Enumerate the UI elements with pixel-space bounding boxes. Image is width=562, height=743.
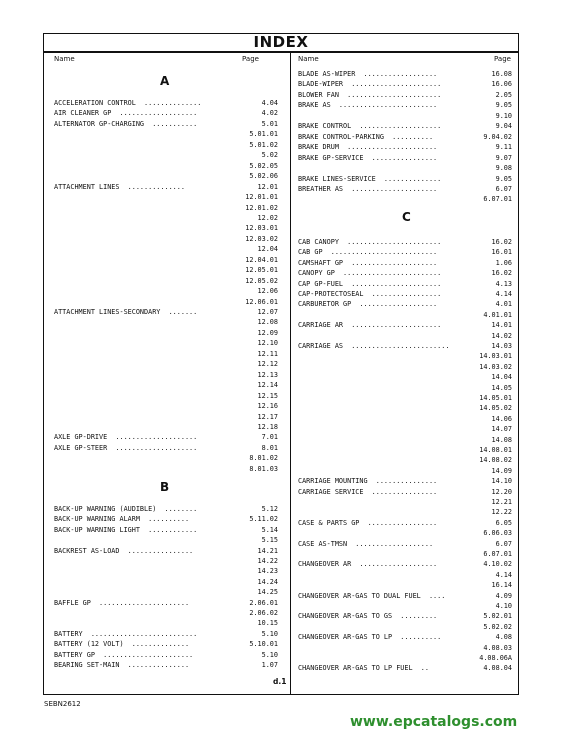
entry-name: BRAKE AS ........................ — [298, 101, 438, 110]
entry-name: CAB GP .......................... — [298, 248, 438, 257]
entry-name: ATTACHMENT LINES-SECONDARY ....... — [54, 308, 198, 316]
entry-page: 6.07.01 — [483, 195, 512, 204]
entry-page: 14.06 — [491, 414, 512, 423]
index-entry — [54, 412, 278, 422]
entry-page: 4.08.03 — [483, 643, 512, 652]
entry-page: 16.02 — [491, 238, 512, 246]
entry-name: BRAKE GP-SERVICE ................ — [298, 153, 438, 162]
entry-name: BACK-UP WARNING (AUDIBLE) ........ — [54, 505, 198, 513]
index-entry — [298, 69, 512, 79]
index-entry — [298, 351, 512, 361]
entry-page: 9.11 — [495, 143, 512, 152]
entry-page: 14.07 — [491, 425, 512, 434]
entry-page: 5.11.02 — [249, 515, 278, 524]
index-entry — [298, 487, 512, 497]
index-entry — [54, 349, 278, 359]
entry-page: 14.01 — [491, 321, 512, 330]
entry-page: 12.06.01 — [245, 297, 278, 306]
entry-name: CAMSHAFT GP ..................... — [298, 258, 438, 267]
entry-name: BREATHER AS ..................... — [298, 184, 438, 193]
left-name-header: Name — [54, 55, 75, 63]
index-entry — [54, 432, 278, 442]
right-page-header: Page — [494, 55, 511, 63]
entry-page: 12.03.01 — [245, 224, 278, 233]
index-entry — [54, 182, 278, 192]
entry-page: 9.05 — [495, 174, 512, 183]
index-entry — [54, 192, 278, 202]
entry-name: CAB CANOPY ....................... — [298, 238, 442, 246]
entry-page: 2.06.01 — [249, 598, 278, 607]
index-entry — [298, 601, 512, 611]
entry-page: 14.25 — [257, 588, 278, 597]
entry-page: 16.01 — [491, 248, 512, 257]
index-entry — [298, 100, 512, 110]
index-entry — [54, 443, 278, 453]
entry-name: AIR CLEANER GP ................... — [54, 109, 198, 118]
entry-name: CANOPY GP ........................ — [298, 269, 442, 278]
entry-page: 14.09 — [491, 466, 512, 475]
index-entry — [298, 591, 512, 601]
entry-page: 5.01.01 — [249, 130, 278, 139]
index-entry — [298, 518, 512, 528]
index-entry — [298, 622, 512, 632]
index-entry — [54, 307, 278, 317]
entry-name: BACK-UP WARNING LIGHT ............ — [54, 525, 198, 534]
index-entry — [298, 611, 512, 621]
index-entry — [54, 380, 278, 390]
entry-name: BRAKE CONTROL .................... — [298, 122, 442, 131]
entry-page: 8.01.03 — [249, 464, 278, 473]
entry-page: 5.10.01 — [249, 640, 278, 649]
entry-name: BACKREST AS-LOAD ................ — [54, 546, 194, 555]
entry-page: 12.01 — [257, 182, 278, 191]
entry-page: 16.06 — [491, 80, 512, 89]
index-entry — [298, 299, 512, 309]
index-entry — [54, 359, 278, 369]
index-entry — [54, 108, 278, 118]
entry-page: 12.13 — [257, 370, 278, 379]
entry-name: CARRIAGE SERVICE ................ — [298, 487, 438, 496]
index-entry — [298, 194, 512, 204]
index-entry — [298, 184, 512, 194]
entry-page: 6.06.03 — [483, 529, 512, 538]
index-entry — [298, 153, 512, 163]
entry-name: BLADE-WIPER ...................... — [298, 80, 442, 89]
entry-name: ALTERNATOR GP-CHARGING ........... — [54, 119, 198, 128]
index-entry — [54, 286, 278, 296]
entry-page: 14.02 — [491, 331, 512, 340]
entry-page: 2.05 — [495, 90, 512, 99]
entry-page: 6.07.01 — [483, 550, 512, 558]
entry-page: 16.14 — [491, 581, 512, 590]
column-divider — [290, 53, 291, 694]
index-entry — [298, 362, 512, 372]
entry-page: 4.08 — [495, 633, 512, 642]
entry-page: 9.05 — [495, 101, 512, 110]
entry-page: 9.08 — [495, 164, 512, 173]
index-entry — [54, 265, 278, 275]
index-entry — [54, 328, 278, 338]
index-entry — [298, 653, 512, 663]
entry-name: BATTERY .......................... — [54, 629, 198, 638]
index-entry — [54, 556, 278, 566]
index-entry — [54, 660, 278, 670]
entry-page: 5.10 — [261, 650, 278, 659]
watermark: www.epcatalogs.com — [350, 714, 518, 730]
entry-page: 12.21 — [491, 498, 512, 506]
entry-page: 4.14 — [495, 290, 512, 298]
entry-page: 4.14 — [495, 570, 512, 579]
entry-page: 16.08 — [491, 70, 512, 78]
entry-name: BRAKE LINES-SERVICE .............. — [298, 174, 442, 183]
index-entry — [54, 608, 278, 618]
entry-page: 14.23 — [257, 567, 278, 576]
entry-page: 14.05.01 — [479, 394, 512, 402]
index-entry — [298, 279, 512, 289]
entry-name: CHANGEOVER AR ................... — [298, 560, 438, 569]
entry-page: 5.10 — [261, 629, 278, 638]
entry-page: 12.08 — [257, 318, 278, 327]
index-entry — [298, 341, 512, 351]
index-entry — [298, 445, 512, 455]
entry-page: 12.17 — [257, 412, 278, 421]
entry-name: BAFFLE GP ...................... — [54, 598, 190, 607]
index-entry — [298, 528, 512, 538]
entry-page: 12.09 — [257, 328, 278, 337]
index-entry — [54, 504, 278, 514]
entry-name: BLADE AS-WIPER .................. — [298, 70, 438, 78]
entry-page: 5.12 — [261, 505, 278, 513]
entry-page: 14.03.02 — [479, 362, 512, 371]
entry-name: BRAKE DRUM ...................... — [298, 143, 438, 152]
entry-page: 14.04 — [491, 373, 512, 382]
index-entry — [54, 213, 278, 223]
index-entry — [298, 258, 512, 268]
entry-page: 10.15 — [257, 619, 278, 628]
index-entry — [298, 132, 512, 142]
entry-page: 14.05.02 — [479, 404, 512, 413]
index-entry — [298, 435, 512, 445]
index-entry — [54, 129, 278, 139]
index-entry — [298, 142, 512, 152]
entry-page: 16.02 — [491, 269, 512, 278]
entry-page: 4.08.06A — [479, 654, 512, 662]
entry-page: 4.01 — [495, 300, 512, 309]
index-entry — [298, 121, 512, 131]
entry-page: 12.12 — [257, 360, 278, 369]
entry-page: 4.08.04 — [483, 664, 512, 673]
entry-page: 5.01 — [261, 119, 278, 128]
index-entry — [298, 174, 512, 184]
entry-page: 12.02 — [257, 213, 278, 222]
entry-name: BATTERY GP ...................... — [54, 650, 194, 659]
index-entry — [298, 393, 512, 403]
index-entry — [298, 549, 512, 559]
section-letter-a: A — [160, 74, 170, 88]
index-entry — [54, 234, 278, 244]
entry-page: 12.20 — [491, 487, 512, 496]
index-entry — [54, 171, 278, 181]
entry-name: AXLE GP-DRIVE .................... — [54, 433, 198, 442]
entry-name: AXLE GP-STEER .................... — [54, 443, 198, 452]
entry-page: 14.05 — [491, 383, 512, 392]
entry-page: 2.06.02 — [249, 609, 278, 617]
index-entry — [54, 566, 278, 576]
entry-page: 12.07 — [257, 308, 278, 316]
index-entry — [54, 650, 278, 660]
index-entry — [54, 535, 278, 545]
index-entry — [54, 150, 278, 160]
entry-name: CAP GP-FUEL ...................... — [298, 279, 442, 288]
entry-page: 12.04 — [257, 245, 278, 254]
index-entry — [54, 161, 278, 171]
index-entry — [298, 268, 512, 278]
entry-name: ACCELERATION CONTROL .............. — [54, 99, 202, 107]
index-entry — [54, 255, 278, 265]
index-entry — [54, 546, 278, 556]
index-entry — [298, 79, 512, 89]
entry-page: 12.01.02 — [245, 203, 278, 212]
entry-page: 12.11 — [257, 349, 278, 358]
index-entry — [298, 403, 512, 413]
entry-page: 5.15 — [261, 536, 278, 545]
entry-name: BEARING SET-MAIN ............... — [54, 661, 190, 669]
page-title: INDEX — [44, 34, 518, 53]
index-entry — [54, 223, 278, 233]
entry-page: 5.02.02 — [483, 622, 512, 631]
entry-name: CASE & PARTS GP ................. — [298, 518, 438, 527]
section-letter-b: B — [160, 480, 170, 494]
entry-page: 14.08.02 — [479, 456, 512, 465]
index-entry — [298, 559, 512, 569]
entry-page: 4.10 — [495, 602, 512, 610]
index-entry — [54, 370, 278, 380]
index-entry — [54, 598, 278, 608]
entry-page: 14.03 — [491, 342, 512, 350]
entry-name: CARBURETOR GP ................... — [298, 300, 438, 309]
entry-page: 14.08.01 — [479, 446, 512, 454]
entry-page: 12.05.01 — [245, 266, 278, 275]
entry-page: 9.07 — [495, 153, 512, 162]
index-entry — [298, 90, 512, 100]
entry-page: 14.08 — [491, 435, 512, 444]
index-entry — [298, 320, 512, 330]
entry-page: 4.09 — [495, 591, 512, 600]
index-entry — [54, 338, 278, 348]
entry-name: CARRIAGE AR ...................... — [298, 321, 442, 330]
entry-name: CHANGEOVER AR-GAS TO LP .......... — [298, 633, 442, 642]
index-frame — [43, 33, 519, 695]
entry-page: 14.24 — [257, 577, 278, 586]
entry-page: 4.13 — [495, 279, 512, 288]
index-entry — [298, 570, 512, 580]
entry-page: 14.03.01 — [479, 352, 512, 361]
index-entry — [298, 383, 512, 393]
entry-name: CARRIAGE AS ........................ — [298, 342, 450, 350]
index-entry — [54, 525, 278, 535]
entry-page: 1.07 — [261, 661, 278, 669]
entry-page: 12.10 — [257, 339, 278, 348]
index-entry — [298, 632, 512, 642]
index-entry — [298, 331, 512, 341]
entry-page: 4.02 — [261, 109, 278, 118]
index-entry — [54, 317, 278, 327]
entry-page: 12.22 — [491, 508, 512, 517]
index-entry — [298, 111, 512, 121]
index-entry — [54, 422, 278, 432]
index-entry — [54, 453, 278, 463]
index-entry — [298, 455, 512, 465]
index-entry — [298, 643, 512, 653]
entry-page: 7.01 — [261, 433, 278, 442]
entry-page: 9.10 — [495, 111, 512, 120]
left-page-header: Page — [242, 55, 259, 63]
entry-name: CHANGEOVER AR-GAS TO DUAL FUEL .... — [298, 591, 446, 600]
index-entry — [298, 163, 512, 173]
entry-page: 5.02.06 — [249, 172, 278, 181]
entry-name: ATTACHMENT LINES .............. — [54, 182, 185, 191]
entry-page: 8.01.02 — [249, 454, 278, 463]
index-entry — [54, 297, 278, 307]
index-entry — [298, 539, 512, 549]
index-entry — [298, 663, 512, 673]
entry-page: 12.03.02 — [245, 234, 278, 243]
entry-page: 12.06 — [257, 287, 278, 296]
index-entry — [298, 289, 512, 299]
index-entry — [54, 119, 278, 129]
entry-name: CASE AS-TMSN ................... — [298, 539, 434, 548]
index-entry — [54, 629, 278, 639]
index-entry — [54, 140, 278, 150]
entry-page: 5.14 — [261, 525, 278, 534]
index-entry — [298, 476, 512, 486]
index-entry — [298, 497, 512, 507]
section-letter-c: C — [402, 210, 411, 224]
right-name-header: Name — [298, 55, 319, 63]
entry-name: CAP-PROTECTOSEAL ................. — [298, 290, 442, 298]
index-entry — [54, 401, 278, 411]
entry-page: 12.05.02 — [245, 276, 278, 285]
entry-page: 9.04 — [495, 122, 512, 131]
entry-page: 14.10 — [491, 477, 512, 486]
index-entry — [54, 618, 278, 628]
entry-page: 12.18 — [257, 422, 278, 431]
entry-page: 12.04.01 — [245, 255, 278, 264]
entry-name: BLOWER FAN ....................... — [298, 90, 442, 99]
index-entry — [54, 391, 278, 401]
document-id: SEBN2612 — [44, 700, 81, 708]
page-number: d.1 — [273, 677, 287, 686]
entry-page: 14.21 — [257, 546, 278, 555]
entry-name: CARRIAGE MOUNTING ............... — [298, 477, 438, 486]
index-entry — [298, 310, 512, 320]
index-entry — [54, 98, 278, 108]
entry-page: 5.02.01 — [483, 612, 512, 621]
index-entry — [54, 639, 278, 649]
entry-page: 4.10.02 — [483, 560, 512, 569]
index-entry — [54, 577, 278, 587]
entry-page: 12.14 — [257, 381, 278, 390]
index-entry — [298, 466, 512, 476]
entry-name: BACK-UP WARNING ALARM .......... — [54, 515, 190, 524]
entry-page: 12.16 — [257, 402, 278, 411]
index-entry — [54, 276, 278, 286]
entry-name: CHANGEOVER AR-GAS TO GS ......... — [298, 612, 438, 621]
entry-page: 9.04.02 — [483, 132, 512, 141]
index-entry — [298, 237, 512, 247]
entry-page: 12.15 — [257, 391, 278, 400]
entry-page: 4.01.01 — [483, 310, 512, 319]
index-entry — [54, 203, 278, 213]
entry-page: 5.01.02 — [249, 140, 278, 149]
entry-page: 4.04 — [261, 99, 278, 107]
index-entry — [54, 587, 278, 597]
entry-page: 5.02 — [261, 151, 278, 160]
entry-page: 6.07 — [495, 184, 512, 193]
index-entry — [298, 580, 512, 590]
index-entry — [54, 244, 278, 254]
entry-name: BATTERY (12 VOLT) .............. — [54, 640, 190, 649]
entry-page: 6.05 — [495, 518, 512, 527]
index-entry — [298, 372, 512, 382]
entry-name: CHANGEOVER AR-GAS TO LP FUEL .. — [298, 664, 429, 673]
entry-name: BRAKE CONTROL-PARKING .......... — [298, 132, 434, 141]
entry-page: 8.01 — [261, 443, 278, 452]
index-entry — [298, 424, 512, 434]
entry-page: 1.06 — [495, 258, 512, 267]
index-entry — [54, 514, 278, 524]
index-entry — [298, 247, 512, 257]
index-entry — [298, 414, 512, 424]
entry-page: 14.22 — [257, 557, 278, 565]
index-entry — [54, 464, 278, 474]
index-entry — [298, 507, 512, 517]
entry-page: 5.02.05 — [249, 161, 278, 170]
entry-page: 6.07 — [495, 539, 512, 548]
entry-page: 12.01.01 — [245, 193, 278, 202]
